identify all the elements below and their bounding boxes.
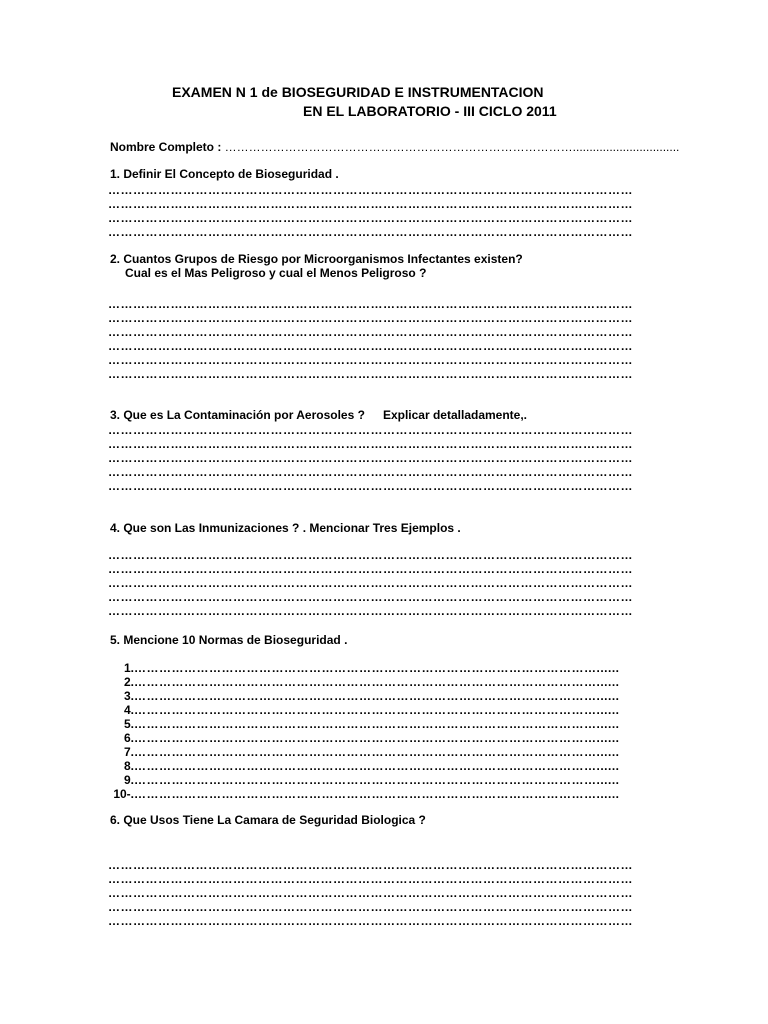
name-field-fill: ……………………………………………………………………………................................ — [224, 140, 680, 154]
answer-line[interactable]: ……………………………………………………………………………………………………………… — [108, 900, 633, 914]
answer-line[interactable]: ……………………………………………………………………………………………………………… — [108, 576, 633, 590]
answer-line[interactable]: ……………………………………………………………………………………………………………… — [108, 353, 633, 367]
answer-line[interactable]: ……………………………………………………………………………………………………………… — [108, 886, 633, 900]
norm-item-number: 8. — [123, 759, 134, 773]
question-6: 6. Que Usos Tiene La Camara de Seguridad Biologica ? — [110, 813, 426, 827]
answer-line[interactable]: ……………………………………………………………………………………………………………… — [108, 465, 633, 479]
name-field[interactable] — [110, 140, 679, 154]
question-4: 4. Que son Las Inmunizaciones ? . Mencionar Tres Ejemplos . — [110, 521, 461, 535]
answer-line[interactable]: ……………………………………………………………………………………………………………… — [108, 437, 633, 451]
name-field-label: Nombre Completo : — [110, 140, 225, 154]
norm-item-7[interactable] — [106, 745, 658, 759]
norm-item-fill: …………………………………………………………………………………………………...... — [134, 787, 620, 801]
answer-line[interactable]: ……………………………………………………………………………………………………………… — [108, 311, 633, 325]
norm-item-fill: …………………………………………………………………………………………………...... — [134, 689, 620, 703]
norm-item-number: 10-. — [113, 787, 134, 801]
norm-item-10[interactable] — [106, 787, 658, 801]
answer-line[interactable]: ……………………………………………………………………………………………………………… — [108, 211, 633, 225]
answer-line[interactable]: ……………………………………………………………………………………………………………… — [108, 325, 633, 339]
norm-item-3[interactable] — [106, 689, 658, 703]
norm-item-9[interactable] — [106, 773, 658, 787]
norm-item-5[interactable] — [106, 717, 658, 731]
answer-line[interactable]: ……………………………………………………………………………………………………………… — [108, 872, 633, 886]
norm-item-fill: …………………………………………………………………………………………………...... — [134, 717, 620, 731]
norm-item-number: 2. — [123, 675, 134, 689]
answer-line[interactable]: ……………………………………………………………………………………………………………… — [108, 451, 633, 465]
answer-line[interactable]: ……………………………………………………………………………………………………………… — [108, 604, 633, 618]
answer-line[interactable]: ……………………………………………………………………………………………………………… — [108, 297, 633, 311]
answer-line[interactable]: ……………………………………………………………………………………………………………… — [108, 914, 633, 928]
question-3-part-1: 3. Que es La Contaminación por Aerosoles ? — [110, 408, 365, 422]
answer-line[interactable]: ……………………………………………………………………………………………………………… — [108, 590, 633, 604]
norm-item-4[interactable] — [106, 703, 658, 717]
answer-line[interactable]: ……………………………………………………………………………………………………………… — [108, 479, 633, 493]
answer-line[interactable]: ……………………………………………………………………………………………………………… — [108, 197, 633, 211]
answer-line[interactable]: ……………………………………………………………………………………………………………… — [108, 548, 633, 562]
norm-item-fill: …………………………………………………………………………………………………...... — [134, 745, 620, 759]
norm-item-number: 3. — [123, 689, 134, 703]
norm-item-fill: …………………………………………………………………………………………………...... — [134, 661, 620, 675]
norm-item-number: 5. — [123, 717, 134, 731]
norm-item-number: 1. — [123, 661, 134, 675]
exam-title-line-2: EN EL LABORATORIO - III CICLO 2011 — [303, 103, 557, 119]
norm-item-fill: …………………………………………………………………………………………………...... — [134, 731, 620, 745]
norm-item-1[interactable] — [106, 661, 658, 675]
answer-line[interactable]: ……………………………………………………………………………………………………………… — [108, 562, 633, 576]
norm-item-number: 4. — [123, 703, 134, 717]
answer-line[interactable]: ……………………………………………………………………………………………………………… — [108, 858, 633, 872]
answer-line[interactable]: ……………………………………………………………………………………………………………… — [108, 225, 633, 239]
question-3 — [110, 408, 527, 422]
norm-item-fill: …………………………………………………………………………………………………...... — [134, 773, 620, 787]
norm-item-number: 6. — [123, 731, 134, 745]
norm-item-fill: …………………………………………………………………………………………………...... — [134, 675, 620, 689]
answer-line[interactable]: ……………………………………………………………………………………………………………… — [108, 183, 633, 197]
question-2-line-1: 2. Cuantos Grupos de Riesgo por Microorganismos Infectantes existen? — [110, 252, 523, 266]
norm-item-2[interactable] — [106, 675, 658, 689]
exam-title-line-1: EXAMEN N 1 de BIOSEGURIDAD E INSTRUMENTACION — [172, 84, 544, 100]
norm-item-fill: …………………………………………………………………………………………………...... — [134, 703, 620, 717]
norm-item-number: 9. — [123, 773, 134, 787]
answer-line[interactable]: ……………………………………………………………………………………………………………… — [108, 423, 633, 437]
norm-item-6[interactable] — [106, 731, 658, 745]
question-5: 5. Mencione 10 Normas de Bioseguridad . — [110, 633, 348, 647]
norm-item-fill: …………………………………………………………………………………………………...... — [134, 759, 620, 773]
answer-line[interactable]: ……………………………………………………………………………………………………………… — [108, 339, 633, 353]
norm-item-number: 7. — [123, 745, 134, 759]
question-1: 1. Definir El Concepto de Bioseguridad . — [110, 167, 339, 181]
question-3-part-2: Explicar detalladamente,. — [382, 408, 528, 422]
norm-item-8[interactable] — [106, 759, 658, 773]
question-2-line-2: Cual es el Mas Peligroso y cual el Menos Peligroso ? — [125, 266, 427, 280]
answer-line[interactable]: ……………………………………………………………………………………………………………… — [108, 367, 633, 381]
